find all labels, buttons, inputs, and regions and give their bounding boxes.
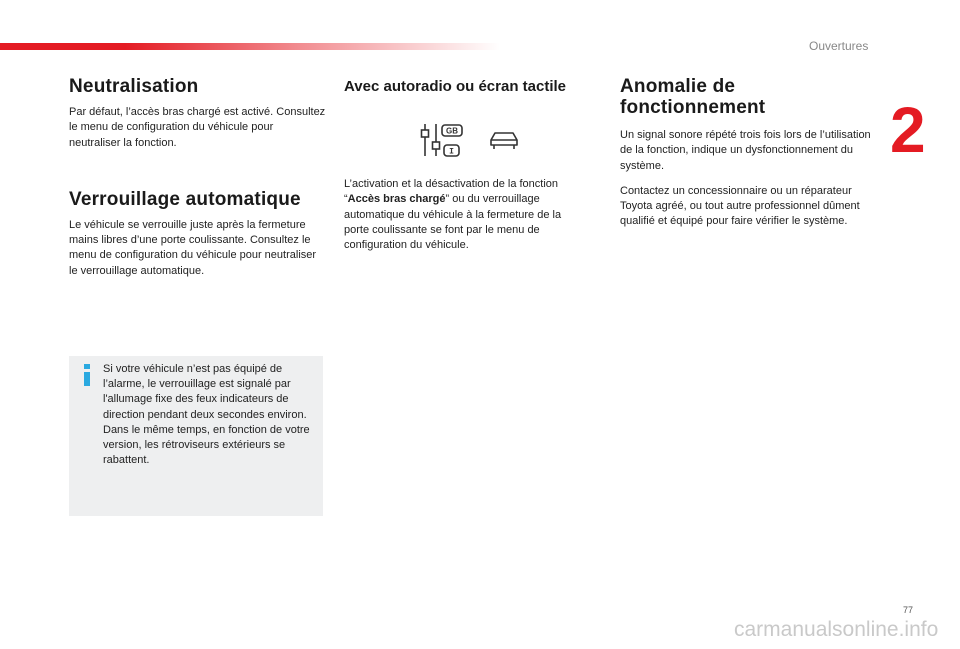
header-accent-bar bbox=[0, 43, 500, 50]
middle-column bbox=[344, 78, 584, 253]
chapter-number: 2 bbox=[890, 94, 926, 166]
watermark: carmanualsonline.info bbox=[734, 618, 939, 641]
info-icon bbox=[81, 363, 93, 387]
right-column bbox=[620, 76, 880, 230]
info-box bbox=[69, 356, 323, 516]
left-column bbox=[69, 76, 327, 279]
verrouillage-text: Le véhicule se verrouille juste après la fermeture mains libres d’une porte coulissante. Consultez le menu de configuration du véhicule pour neutraliser le verrouillage automatique. bbox=[69, 218, 317, 277]
page-number: 77 bbox=[903, 605, 914, 615]
gb-label: GB bbox=[446, 126, 458, 136]
function-name: Accès bras chargé bbox=[347, 193, 446, 206]
settings-sliders-icon bbox=[420, 122, 464, 158]
info-text-1: Si votre véhicule n’est pas équipé de l’alarme, le verrouillage est signalé par l'allumage fixe des feux indicateurs de direction pendant deux secondes environ. bbox=[103, 363, 307, 421]
neutralisation-text: Par défaut, l’accès bras chargé est activé. Consultez le menu de configuration du véhicule pour neutraliser la fonction. bbox=[69, 106, 326, 149]
section-title: Ouvertures bbox=[809, 39, 869, 53]
anomalie-text-2: Contactez un concessionnaire ou un réparateur Toyota agréé, ou tout autre professionnel dûment qualifié et équipé pour faire vérifier le système. bbox=[620, 184, 860, 228]
neutralisation-heading: Neutralisation bbox=[69, 76, 199, 97]
anomalie-text-1: Un signal sonore répété trois fois lors de l’utilisation de la fonction, indique un dysfonctionnement du système. bbox=[620, 129, 871, 172]
autoradio-heading: Avec autoradio ou écran tactile bbox=[344, 78, 567, 95]
info-text-2: Dans le même temps, en fonction de votre version, les rétroviseurs extérieurs se rabattent. bbox=[103, 423, 310, 467]
autoradio-text: L’activation et la désactivation de la fonction “Accès bras chargé” ou du verrouillage automatique du véhicule à la fermeture de la porte coulissante se font par le menu de configuration du véhicule. bbox=[344, 178, 562, 252]
i-label: I bbox=[449, 147, 454, 157]
car-icon bbox=[488, 128, 520, 152]
verrouillage-heading: Verrouillage automatique bbox=[69, 188, 301, 210]
anomalie-heading: Anomalie de fonctionnement bbox=[620, 76, 766, 118]
